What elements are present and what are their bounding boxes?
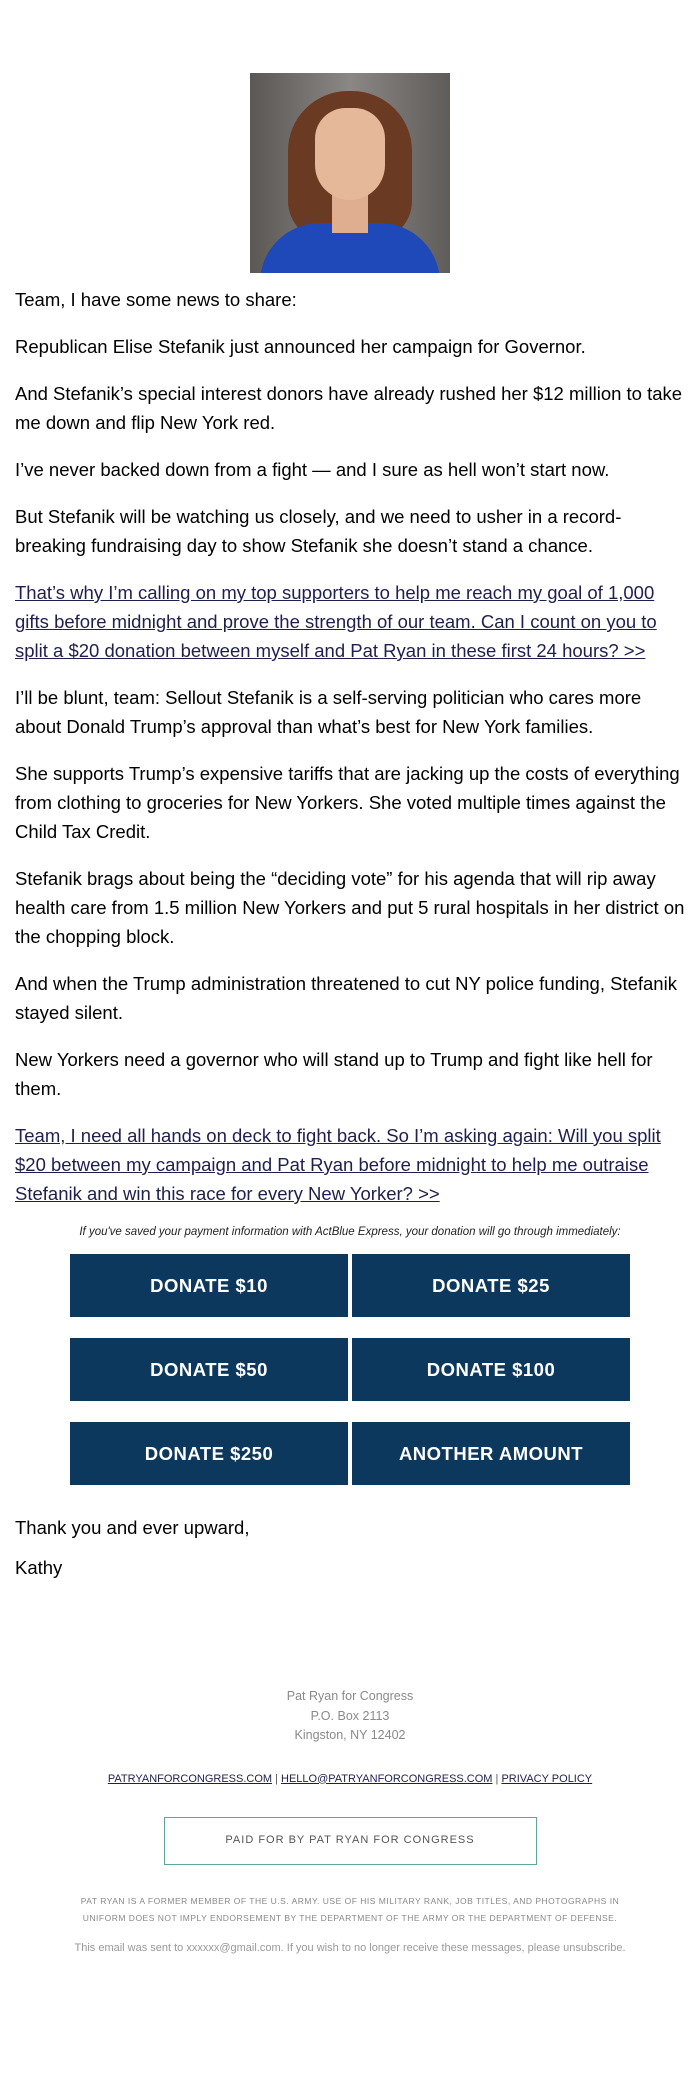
- website-link[interactable]: PATRYANFORCONGRESS.COM: [107, 1772, 273, 1785]
- donate-10-button[interactable]: DONATE $10: [70, 1254, 348, 1317]
- sent-to-notice: This email was sent to xxxxxx@gmail.com. If you wish to no longer receive these messages, please unsubscribe.: [74, 1942, 626, 1954]
- paragraph: She supports Trump’s expensive tariffs that are jacking up the costs of everything from clothing to groceries for New Yorkers. She voted multiple times against the Child Tax Credit.: [15, 763, 680, 842]
- paragraph: I’ve never backed down from a fight — and I sure as hell won’t start now.: [15, 459, 610, 480]
- donate-100-button[interactable]: DONATE $100: [352, 1338, 630, 1401]
- actblue-note: If you've saved your payment information with ActBlue Express, your donation will go through immediately:: [79, 1226, 621, 1238]
- footer-links: [0, 1770, 700, 1790]
- signoff-name: Kathy: [15, 1557, 63, 1578]
- donate-link-1[interactable]: That’s why I’m calling on my top supporters to help me reach my goal of 1,000 gifts before midnight and prove the strength of our team. Can I count on you to split a $20 donation between myself and Pat Ryan in these first 24 hours? >>: [15, 582, 657, 661]
- signoff-line: Thank you and ever upward,: [15, 1517, 250, 1538]
- paragraph: And Stefanik’s special interest donors have already rushed her $12 million to take me down and flip New York red.: [15, 383, 683, 433]
- paid-for-box: PAID FOR BY PAT RYAN FOR CONGRESS: [164, 1817, 537, 1865]
- candidate-photo: [250, 73, 450, 273]
- paragraph: I’ll be blunt, team: Sellout Stefanik is a self-serving politician who cares more about Donald Trump’s approval than what’s best for New York families.: [15, 687, 642, 737]
- donate-50-button[interactable]: DONATE $50: [70, 1338, 348, 1401]
- paragraph: Stefanik brags about being the “deciding vote” for his agenda that will rip away health care from 1.5 million New Yorkers and put 5 rural hospitals in her district on the chopping block.: [15, 868, 685, 947]
- email-body: [0, 273, 700, 1208]
- donate-link-2[interactable]: Team, I need all hands on deck to fight back. So I’m asking again: Will you split $20 between my campaign and Pat Ryan before midnight to help me outraise Stefanik and win this race for every New Yorker? >>: [15, 1125, 661, 1204]
- paragraph: But Stefanik will be watching us closely, and we need to usher in a record-breaking fundraising day to show Stefanik she doesn’t stand a chance.: [15, 506, 622, 556]
- privacy-policy-link[interactable]: PRIVACY POLICY: [501, 1772, 593, 1785]
- email-link[interactable]: HELLO@PATRYANFORCONGRESS.COM: [281, 1772, 493, 1785]
- paragraph: And when the Trump administration threatened to cut NY police funding, Stefanik stayed silent.: [15, 973, 677, 1023]
- another-amount-button[interactable]: ANOTHER AMOUNT: [352, 1422, 630, 1485]
- footer: [0, 1687, 700, 1959]
- paragraph: New Yorkers need a governor who will stand up to Trump and fight like hell for them.: [15, 1049, 653, 1099]
- donate-25-button[interactable]: DONATE $25: [352, 1254, 630, 1317]
- military-disclaimer: PAT RYAN IS A FORMER MEMBER OF THE U.S. ARMY. USE OF HIS MILITARY RANK, JOB TITLES, AND PHOTOGRAPHS IN UNIFORM DOES NOT IMPLY ENDORSEMENT BY THE DEPARTMENT OF THE ARMY OR THE DEPARTMENT OF DEFENSE.: [80, 1896, 620, 1923]
- footer-org: Pat Ryan for Congress: [286, 1689, 414, 1703]
- footer-address-2: Kingston, NY 12402: [294, 1728, 406, 1742]
- separator: |: [495, 1772, 499, 1785]
- paragraph: Republican Elise Stefanik just announced her campaign for Governor.: [15, 336, 586, 357]
- signoff: [0, 1485, 700, 1582]
- greeting: Team, I have some news to share:: [15, 289, 297, 310]
- separator: |: [275, 1772, 278, 1785]
- donate-buttons: [70, 1254, 630, 1485]
- email: [0, 73, 700, 2069]
- donate-250-button[interactable]: DONATE $250: [70, 1422, 348, 1485]
- footer-address-1: P.O. Box 2113: [310, 1708, 390, 1723]
